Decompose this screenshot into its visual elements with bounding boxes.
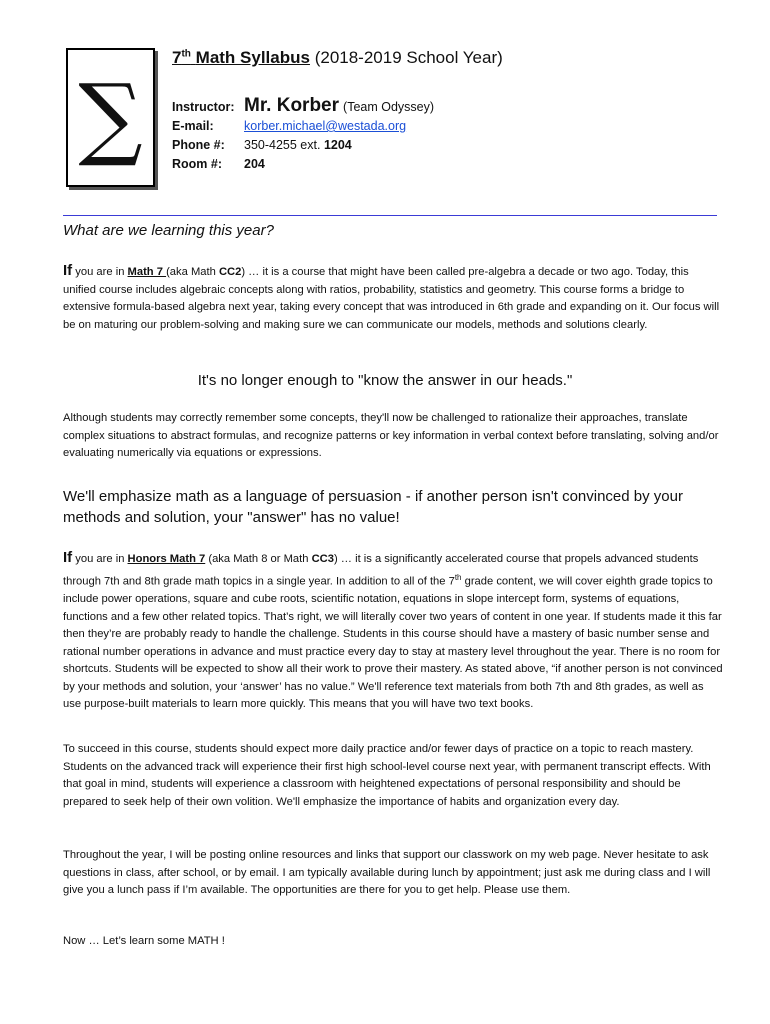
phone-number: 350-4255 ext. — [244, 138, 321, 152]
sigma-icon: ∑ — [78, 64, 143, 170]
instructor-team: (Team Odyssey) — [343, 100, 435, 114]
para3-text-a: you are in — [72, 553, 128, 565]
callout-heads: It's no longer enough to "know the answer in our heads." — [197, 372, 573, 389]
para3-text-b: (aka Math 8 or Math — [205, 553, 312, 565]
instructor-name: Mr. Korber — [244, 95, 340, 116]
para3-text-d: grade content, we will cover eighth grade topics to include power operations, square and cube roots, scientific notation, equations in slope intercept form, systems of equations, functions and a few other related topics. That’s right, we will literally cover two years of content in one year. If students made it this far then they’re are probably ready to handle the challenge. Students in this course should have a mastery of basic number sense and rational number operations in advance and must practice every day to stay at mastery level throughout the year. There is no room for shortcuts. Students will be expected to show all their work to prove their mastery. As stated above, “if another person is not convinced by your methods and solution, your ‘answer’ has no value.” We'll reference text materials from both 7th and 8th grades, as well as use purpose-built materials to learn more quickly. This means that you will have two text books. — [63, 575, 723, 711]
instructor-label: Instructor: — [172, 100, 235, 114]
title-prefix: 7 — [172, 48, 182, 67]
title-year: (2018-2019 School Year) — [314, 48, 503, 67]
title-main: Math Syllabus — [195, 48, 310, 67]
course-code-cc3: CC3 — [311, 553, 334, 565]
phone-label: Phone #: — [172, 138, 225, 152]
callout-persuasion: We'll emphasize math as a language of persuasion - if another person isn't convinced by your methods and solution, your "answer" has no value! — [63, 488, 683, 526]
email-link[interactable]: korber.michael@westada.org — [244, 119, 407, 133]
para1-text-a: you are in — [72, 266, 128, 278]
course-name-math7: Math 7 — [127, 266, 167, 278]
if-word: If — [63, 262, 73, 279]
para1-text-c: ) … it is a course that might have been called pre-algebra a decade or two ago. Today, this unified course includes algebraic concepts along with ratios, probability, statistics and geometry. This course forms a bridge to extensive formula-based algebra next year, taking every concept that was introduced in 6th grade and expanding on it. Our focus will be on maturing our problem-solving and making sure we can communicate our models, methods and solutions clearly. — [63, 266, 720, 331]
paragraph-math7 — [63, 262, 723, 334]
phone-ext: 1204 — [323, 138, 352, 152]
para1-text-b: (aka Math — [166, 266, 219, 278]
sigma-logo — [66, 48, 155, 187]
if-word: If — [63, 549, 73, 566]
paragraph-challenge: Although students may correctly remember some concepts, they'll now be challenged to rationalize their approaches, translate complex situations to abstract formulas, and recognize patterns or key information in verbal context before translating, solving and/or evaluating numerically via equations or expressions. — [63, 412, 719, 460]
course-code-cc2: CC2 — [218, 266, 242, 278]
para3-text-c: ) … it is a significantly accelerated course that propels advanced students through 7th and 8th grade math topics in a single year. In addition to all of the 7 — [63, 553, 699, 588]
room-label: Room #: — [172, 157, 222, 171]
paragraph-honors — [63, 549, 723, 714]
closing-line: Now … Let’s learn some MATH ! — [63, 935, 225, 947]
para3-sup: th — [454, 572, 462, 582]
email-label: E-mail: — [172, 119, 214, 133]
contact-info — [172, 96, 434, 174]
course-name-honors: Honors Math 7 — [127, 553, 206, 565]
section-heading: What are we learning this year? — [63, 222, 274, 239]
title-sup: th — [181, 48, 191, 60]
divider — [63, 215, 717, 216]
paragraph-resources: Throughout the year, I will be posting online resources and links that support our classwork on my web page. Never hesitate to ask questions in class, after school, or by email. I am typically available during lunch by appointment; just ask me during class and I will give you a lunch pass if I’m available. The opportunities are there for you to get help. Please use them. — [63, 849, 711, 897]
paragraph-success: To succeed in this course, students should expect more daily practice and/or fewer days of practice on a topic to reach mastery. Students on the advanced track will experience their first high school-level course next year, with permanent transcript effects. With that goal in mind, students will experience a classroom with heightened expectations of personal responsibility and should be prepared to seek help of their own volition. We'll emphasize the importance of habits and organization every day. — [63, 743, 711, 808]
room-number: 204 — [244, 157, 265, 171]
syllabus-title — [172, 48, 503, 68]
